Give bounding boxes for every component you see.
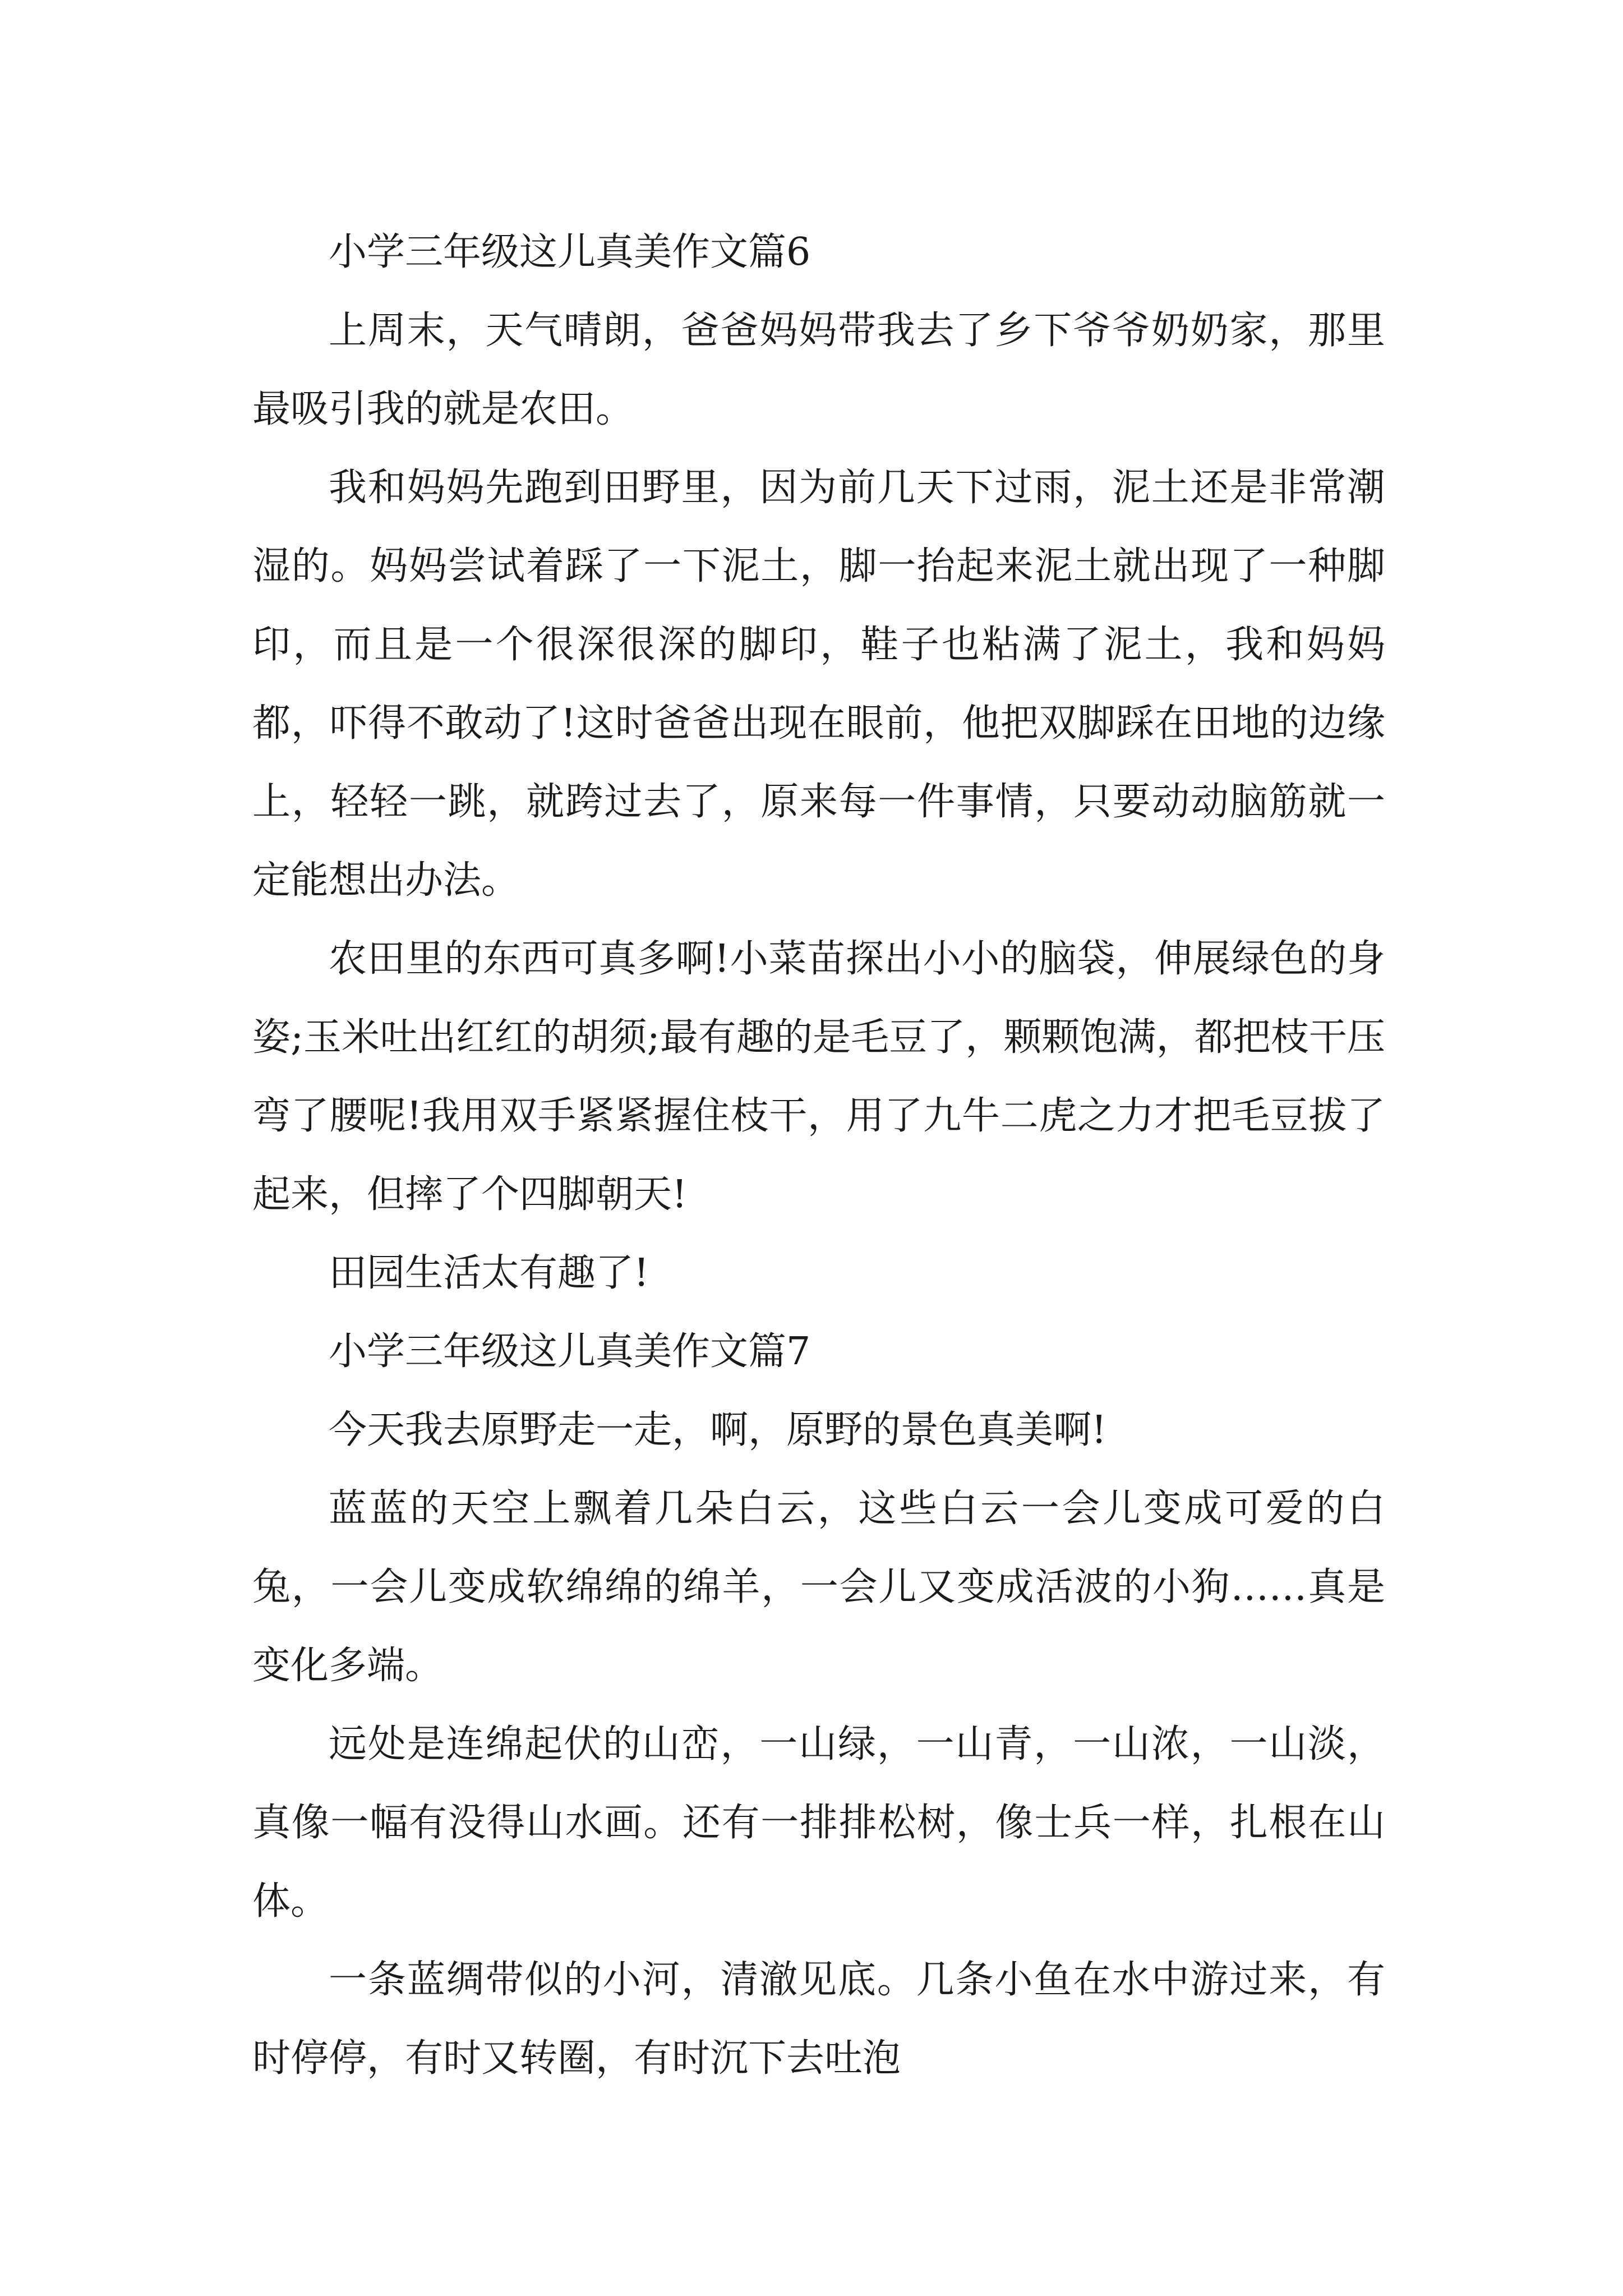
paragraph: 一条蓝绸带似的小河，清澈见底。几条小鱼在水中游过来，有时停停，有时又转圈，有时沉下去吐泡 (252, 1958, 1385, 2081)
paragraph: 上周末，天气晴朗，爸爸妈妈带我去了乡下爷爷奶奶家，那里最吸引我的就是农田。 (252, 309, 1385, 431)
essay-heading-6: 小学三年级这儿真美作文篇6 (329, 230, 811, 274)
paragraph: 远处是连绵起伏的山峦，一山绿，一山青，一山浓，一山淡，真像一幅有没得山水画。还有一排排松树，像士兵一样，扎根在山体。 (252, 1722, 1385, 1924)
paragraph: 今天我去原野走一走，啊，原野的景色真美啊! (329, 1408, 1107, 1452)
paragraph: 我和妈妈先跑到田野里，因为前几天下过雨，泥土还是非常潮湿的。妈妈尝试着踩了一下泥土，脚一抬起来泥土就出现了一种脚印，而且是一个很深很深的脚印，鞋子也粘满了泥土，我和妈妈都，吓得不敢动了!这时爸爸出现在眼前，他把双脚踩在田地的边缘上，轻轻一跳，就跨过去了，原来每一件事情，只要动动脑筋就一定能想出办法。 (252, 466, 1385, 903)
paragraph: 农田里的东西可真多啊!小菜苗探出小小的脑袋，伸展绿色的身姿;玉米吐出红红的胡须;最有趣的是毛豆了，颗颗饱满，都把枝干压弯了腰呢!我用双手紧紧握住枝干，用了九牛二虎之力才把毛豆拔了起来，但摔了个四脚朝天! (252, 937, 1385, 1217)
essay-heading-7: 小学三年级这儿真美作文篇7 (329, 1329, 811, 1374)
document-page (252, 213, 1385, 2098)
paragraph: 蓝蓝的天空上飘着几朵白云，这些白云一会儿变成可爱的白兔，一会儿变成软绵绵的绵羊，一会儿又变成活波的小狗……真是变化多端。 (252, 1487, 1385, 1688)
paragraph: 田园生活太有趣了! (329, 1251, 649, 1295)
